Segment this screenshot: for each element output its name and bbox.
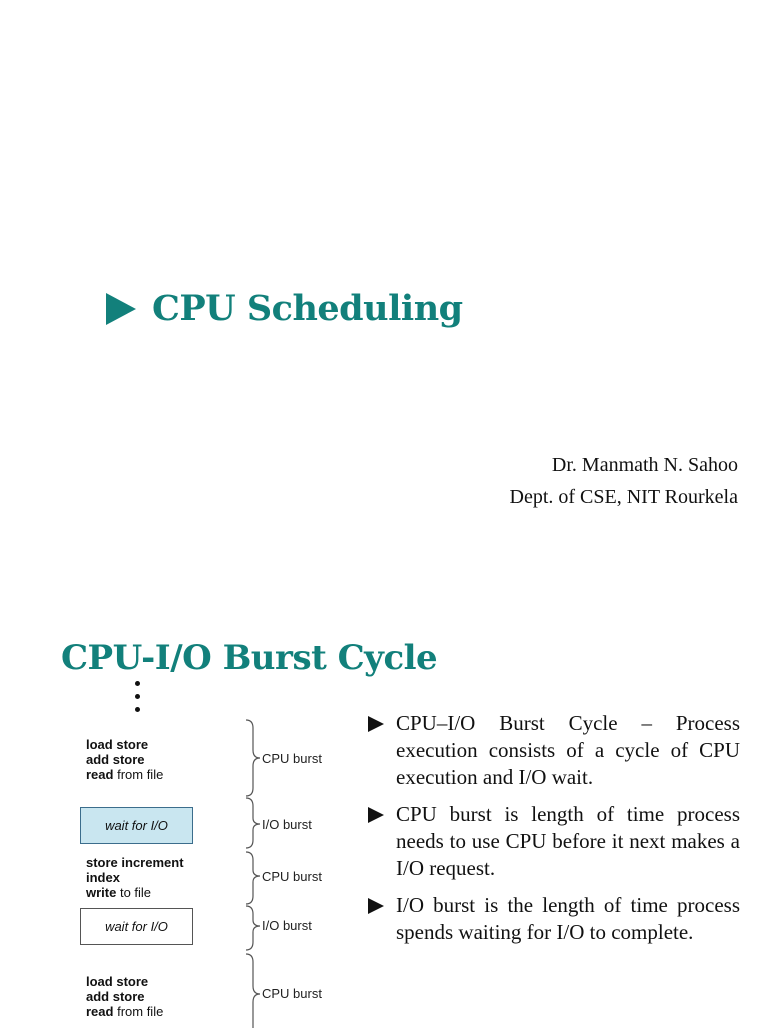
io-burst-brace <box>246 906 260 950</box>
instruction-keyword: write <box>86 885 117 900</box>
bullet-triangle-icon <box>368 807 384 823</box>
bullet-list <box>366 710 740 956</box>
bullet-text: CPU burst is length of time process needs to use CPU before it next makes a I/O request. <box>396 802 740 880</box>
instruction-rest: from file <box>113 767 164 782</box>
instruction-rest: to file <box>116 885 152 900</box>
io-burst-brace <box>246 798 260 848</box>
cpu-burst-brace <box>246 954 260 1028</box>
content-slide <box>0 600 768 1024</box>
instruction-block <box>86 737 163 782</box>
burst-label: CPU burst <box>262 869 322 884</box>
ellipsis-dot-icon <box>135 681 140 686</box>
bullet-item <box>366 801 740 882</box>
instruction-keyword: read <box>86 1004 114 1019</box>
instruction-line: add store <box>86 752 145 767</box>
bullet-item <box>366 710 740 791</box>
instruction-line: add store <box>86 989 145 1004</box>
author-affiliation: Dept. of CSE, NIT Rourkela <box>509 486 738 508</box>
cpu-burst-brace <box>246 720 260 796</box>
burst-label: I/O burst <box>262 817 312 832</box>
wait-io-box: wait for I/O <box>80 807 193 844</box>
wait-io-box: wait for I/O <box>80 908 193 945</box>
bullet-text: I/O burst is the length of time process spends waiting for I/O to complete. <box>396 893 740 944</box>
burst-braces <box>244 718 264 1028</box>
author-block <box>510 449 739 513</box>
instruction-line: index <box>86 870 120 885</box>
bullet-text: CPU–I/O Burst Cycle – Process execution consists of a cycle of CPU execution and I/O wait. <box>396 711 740 789</box>
instruction-line: load store <box>86 737 149 752</box>
instruction-line: load store <box>86 974 149 989</box>
instruction-rest: from file <box>113 1004 164 1019</box>
title-text: CPU Scheduling <box>152 288 463 329</box>
instruction-block <box>86 855 184 900</box>
ellipsis-dot-icon <box>135 694 140 699</box>
instruction-block <box>86 974 163 1019</box>
author-name: Dr. Manmath N. Sahoo <box>551 454 738 476</box>
bullet-item <box>366 892 740 946</box>
burst-label: I/O burst <box>262 918 312 933</box>
cpu-burst-brace <box>246 852 260 904</box>
burst-label: CPU burst <box>262 751 322 766</box>
slide-title: CPU-I/O Burst Cycle <box>61 638 438 678</box>
burst-label: CPU burst <box>262 986 322 1001</box>
ellipsis-dot-icon <box>135 707 140 712</box>
bullet-triangle-icon <box>368 716 384 732</box>
title-heading <box>106 288 463 329</box>
bullet-triangle-icon <box>368 898 384 914</box>
instruction-keyword: read <box>86 767 114 782</box>
instruction-line: store increment <box>86 855 184 870</box>
play-triangle-icon <box>106 293 136 325</box>
